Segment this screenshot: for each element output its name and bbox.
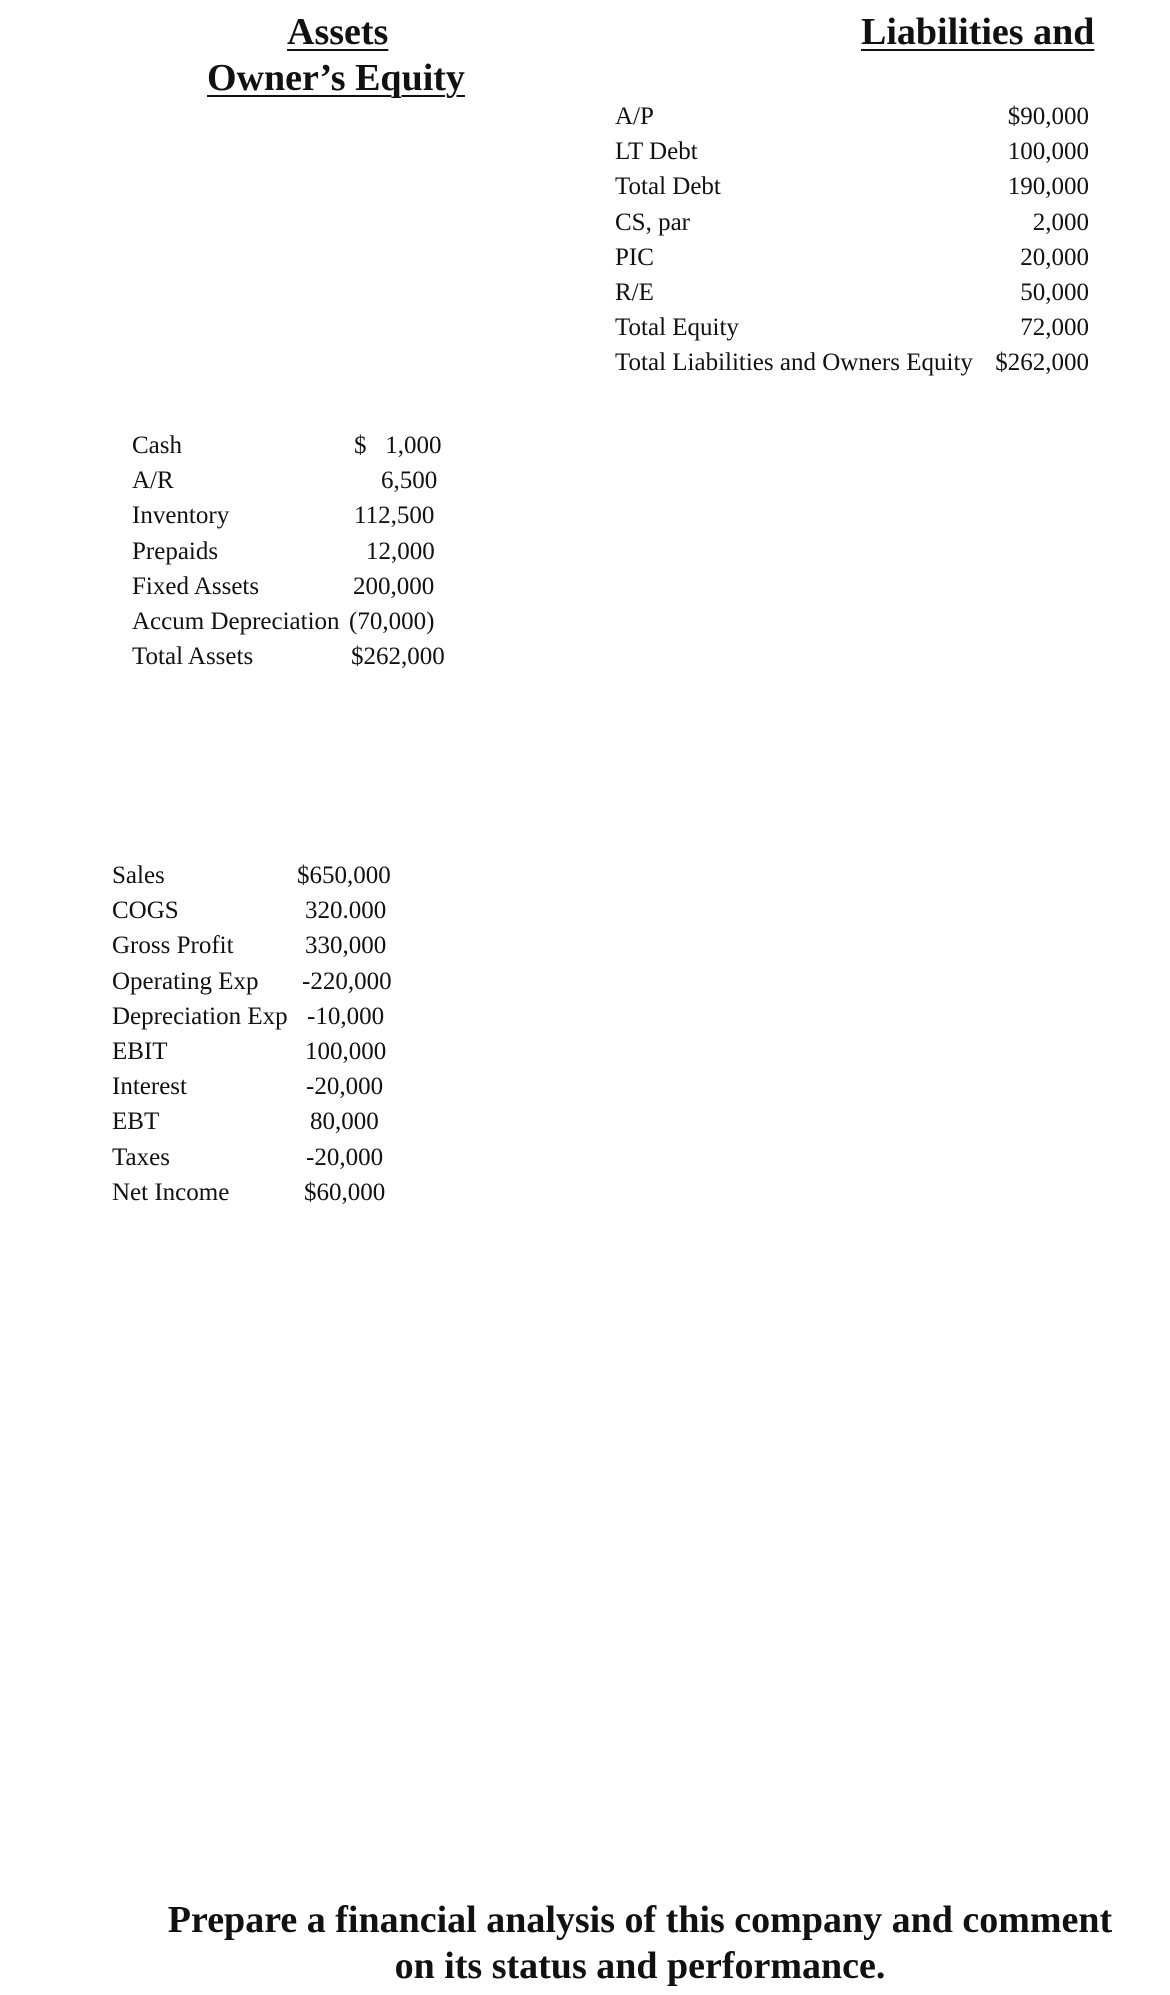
row-value: 112,500 [354, 502, 435, 530]
row-label: PIC [615, 243, 654, 271]
income-row-gross-profit [112, 928, 432, 963]
row-value: $90,000 [1007, 103, 1089, 130]
row-value: 72,000 [1020, 314, 1089, 342]
liabilities-equity-table [615, 99, 1095, 381]
row-label: Net Income [112, 1178, 230, 1206]
income-row-operating-exp [112, 964, 432, 999]
row-value: $ 1,000 [354, 432, 442, 459]
row-label: Total Debt [615, 173, 721, 201]
row-value: 100,000 [305, 1037, 387, 1065]
liability-row-ap [615, 99, 1095, 134]
liabilities-heading: Liabilities and [861, 11, 1095, 53]
assets-table [132, 428, 472, 674]
row-label: COGS [112, 897, 179, 925]
analysis-prompt [100, 1897, 1170, 1989]
asset-row-inventory [132, 498, 472, 533]
row-value: 330,000 [305, 932, 387, 960]
row-label: Inventory [132, 502, 230, 530]
income-row-depreciation-exp [112, 999, 432, 1034]
row-value: 190,000 [1007, 173, 1089, 201]
row-label: Total Equity [615, 314, 739, 342]
row-value: 200,000 [353, 572, 435, 600]
asset-row-fixed-assets [132, 569, 472, 604]
equity-row-pic [615, 240, 1095, 275]
row-label: Prepaids [132, 537, 219, 565]
row-label: Taxes [112, 1143, 170, 1171]
asset-row-ar [132, 463, 472, 498]
equity-row-re [615, 275, 1095, 310]
asset-row-accum-depreciation [132, 604, 472, 639]
row-label: LT Debt [615, 138, 698, 166]
row-label: A/R [132, 467, 174, 495]
liability-row-lt-debt [615, 134, 1095, 169]
equity-row-total-equity [615, 310, 1095, 345]
asset-row-prepaids [132, 534, 472, 569]
row-label: Operating Exp [112, 967, 259, 995]
row-total-liabilities-equity [615, 345, 1095, 380]
assets-heading: Assets [287, 11, 389, 53]
row-value: 2,000 [1032, 208, 1089, 236]
row-value: 320.000 [305, 897, 387, 925]
row-value: $650,000 [297, 862, 391, 889]
row-label: EBT [112, 1108, 160, 1136]
row-value: -220,000 [302, 967, 392, 995]
row-label: Fixed Assets [132, 572, 260, 600]
row-value: -20,000 [306, 1143, 384, 1171]
row-label: Interest [112, 1073, 187, 1101]
asset-row-cash [132, 428, 472, 463]
row-label: Sales [112, 862, 165, 889]
row-value: -10,000 [307, 1002, 385, 1030]
income-row-interest [112, 1069, 432, 1104]
asset-row-total-assets [132, 639, 472, 674]
prompt-line-1: Prepare a financial analysis of this company and comment [167, 1899, 1113, 1941]
row-label: A/P [615, 103, 654, 130]
owners-equity-heading: Owner’s Equity [207, 57, 465, 99]
row-value: 100,000 [1007, 138, 1089, 166]
income-statement-table [112, 858, 432, 1210]
row-value: -20,000 [306, 1073, 384, 1101]
income-row-sales [112, 858, 432, 893]
row-label: Accum Depreciation [132, 607, 340, 635]
row-label: EBIT [112, 1037, 168, 1065]
row-value: 6,500 [381, 467, 438, 495]
row-value: (70,000) [349, 607, 435, 635]
liability-row-total-debt [615, 169, 1095, 204]
income-row-ebit [112, 1034, 432, 1069]
row-value: $262,000 [995, 349, 1089, 377]
prompt-line-2: on its status and performance. [394, 1945, 886, 1987]
row-value: 20,000 [1020, 243, 1089, 271]
row-label: Total Assets [132, 643, 254, 671]
row-label: Depreciation Exp [112, 1002, 288, 1030]
row-value: $262,000 [351, 643, 445, 671]
row-value: 50,000 [1020, 278, 1089, 306]
row-value: 12,000 [366, 537, 435, 565]
income-row-ebt [112, 1104, 432, 1139]
row-label: CS, par [615, 208, 690, 236]
row-label: Gross Profit [112, 932, 234, 960]
row-value: $60,000 [304, 1178, 386, 1206]
equity-row-cs-par [615, 205, 1095, 240]
income-row-taxes [112, 1140, 432, 1175]
income-row-net-income [112, 1175, 432, 1210]
row-label: Cash [132, 432, 182, 459]
row-value: 80,000 [310, 1108, 379, 1136]
row-label: Total Liabilities and Owners Equity [615, 349, 973, 377]
income-row-cogs [112, 893, 432, 928]
row-label: R/E [615, 278, 654, 306]
